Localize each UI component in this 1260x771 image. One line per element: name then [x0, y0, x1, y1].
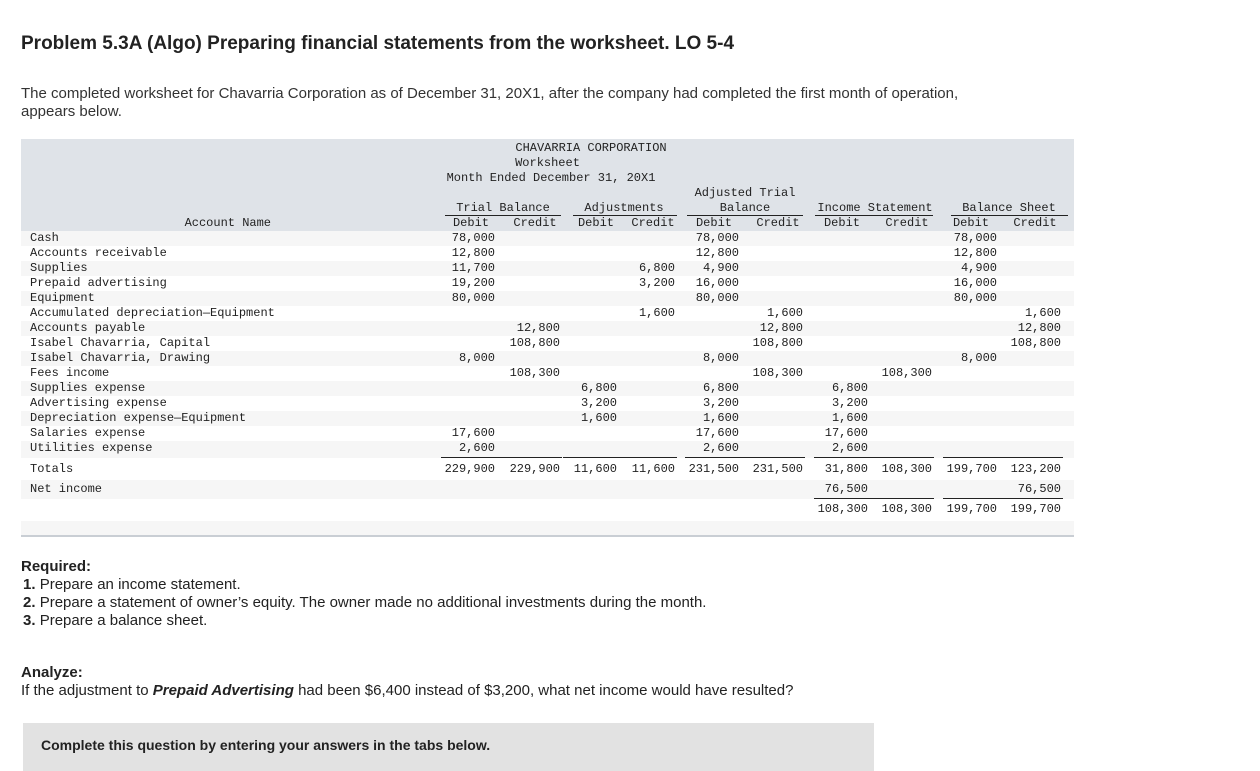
- worksheet-company: CHAVARRIA CORPORATION: [515, 141, 667, 155]
- problem-title: Problem 5.3A (Algo) Preparing financial statements from the worksheet. LO 5-4: [21, 33, 735, 54]
- total-cell-is-d: 31,800: [824, 462, 868, 476]
- col-header-adj-d: Debit: [577, 216, 614, 230]
- final-rule: [814, 498, 934, 499]
- total-cell-atb-c: 231,500: [752, 462, 803, 476]
- amount-cell-atb-d: 80,000: [695, 291, 739, 305]
- amount-cell-adj-d: 3,200: [580, 396, 617, 410]
- amount-cell-is-d: 3,200: [831, 396, 868, 410]
- final-rule: [943, 498, 1063, 499]
- total-cell-bs-d: 199,700: [946, 462, 997, 476]
- totals-label: Totals: [30, 462, 74, 476]
- group-adjustments: Adjustments: [584, 201, 664, 215]
- total-cell-adj-d: 11,600: [573, 462, 617, 476]
- net-income-label: Net income: [30, 482, 103, 496]
- account-name-cell: Equipment: [30, 291, 95, 305]
- col-header-atb-d: Debit: [695, 216, 732, 230]
- account-name-cell: Depreciation expense—Equipment: [30, 411, 247, 425]
- amount-cell-adj-c: 3,200: [638, 276, 675, 290]
- amount-cell-atb-d: 8,000: [702, 351, 739, 365]
- total-cell-atb-d: 231,500: [688, 462, 739, 476]
- net-income-is-debit: 76,500: [824, 482, 868, 496]
- totals-rule: [563, 457, 677, 458]
- account-name-cell: Isabel Chavarria, Drawing: [30, 351, 211, 365]
- amount-cell-atb-d: 17,600: [695, 426, 739, 440]
- total-cell-adj-c: 11,600: [631, 462, 675, 476]
- analyze-label: Analyze:: [21, 664, 83, 681]
- amount-cell-atb-d: 2,600: [702, 441, 739, 455]
- group-trial-balance: Trial Balance: [456, 201, 550, 215]
- account-name-cell: Isabel Chavarria, Capital: [30, 336, 211, 350]
- amount-cell-tb-d: 80,000: [451, 291, 495, 305]
- amount-cell-tb-d: 19,200: [451, 276, 495, 290]
- final-total-bs-d: 199,700: [946, 502, 997, 516]
- account-name-cell: Accumulated depreciation—Equipment: [30, 306, 275, 320]
- amount-cell-atb-d: 6,800: [702, 381, 739, 395]
- amount-cell-bs-d: 12,800: [953, 246, 997, 260]
- row-stripe: [21, 426, 1074, 441]
- col-header-bs-c: Credit: [1013, 216, 1057, 230]
- amount-cell-adj-c: 6,800: [638, 261, 675, 275]
- group-adjusted-line2: Balance: [719, 201, 771, 215]
- amount-cell-bs-d: 4,900: [960, 261, 997, 275]
- amount-cell-atb-d: 3,200: [702, 396, 739, 410]
- complete-instructions-text: Complete this question by entering your answers in the tabs below.: [41, 737, 491, 753]
- amount-cell-atb-d: 12,800: [695, 246, 739, 260]
- amount-cell-is-d: 1,600: [831, 411, 868, 425]
- col-header-atb-c: Credit: [756, 216, 800, 230]
- amount-cell-tb-d: 78,000: [451, 231, 495, 245]
- totals-rule: [685, 457, 805, 458]
- amount-cell-tb-d: 8,000: [458, 351, 495, 365]
- totals-rule: [943, 457, 1063, 458]
- amount-cell-tb-d: 11,700: [451, 261, 495, 275]
- worksheet-subtitle: Worksheet: [515, 156, 580, 170]
- final-total-bs-c: 199,700: [1010, 502, 1061, 516]
- amount-cell-tb-c: 108,300: [509, 366, 560, 380]
- total-cell-tb-c: 229,900: [509, 462, 560, 476]
- amount-cell-atb-c: 12,800: [759, 321, 803, 335]
- required-item-3: 3. Prepare a balance sheet.: [23, 612, 208, 629]
- required-item-2: 2. Prepare a statement of owner’s equity. The owner made no additional investments during the month.: [23, 594, 707, 611]
- col-header-is-d: Debit: [823, 216, 860, 230]
- amount-cell-bs-d: 16,000: [953, 276, 997, 290]
- account-name-cell: Cash: [30, 231, 59, 245]
- col-header-bs-d: Debit: [952, 216, 989, 230]
- amount-cell-tb-c: 108,800: [509, 336, 560, 350]
- account-name-header: Account Name: [184, 216, 271, 230]
- worksheet-table: [21, 139, 1074, 537]
- total-cell-is-c: 108,300: [881, 462, 932, 476]
- col-header-is-c: Credit: [885, 216, 929, 230]
- account-name-cell: Accounts receivable: [30, 246, 167, 260]
- amount-cell-tb-d: 12,800: [451, 246, 495, 260]
- group-balance-sheet: Balance Sheet: [962, 201, 1056, 215]
- worksheet-period: Month Ended December 31, 20X1: [446, 171, 656, 185]
- amount-cell-bs-d: 80,000: [953, 291, 997, 305]
- analyze-question: If the adjustment to Prepaid Advertising had been $6,400 instead of $3,200, what net income would have resulted?: [21, 682, 794, 699]
- final-total-is-c: 108,300: [881, 502, 932, 516]
- amount-cell-atb-c: 108,300: [752, 366, 803, 380]
- amount-cell-atb-c: 108,800: [752, 336, 803, 350]
- amount-cell-atb-d: 4,900: [702, 261, 739, 275]
- group-adjusted-line1: Adjusted Trial: [694, 186, 796, 200]
- complete-instructions-banner: [23, 723, 874, 771]
- analyze-section: [21, 664, 793, 700]
- amount-cell-is-c: 108,300: [881, 366, 932, 380]
- account-name-cell: Supplies: [30, 261, 88, 275]
- amount-cell-atb-d: 1,600: [702, 411, 739, 425]
- account-name-cell: Fees income: [30, 366, 110, 380]
- net-income-bs-credit: 76,500: [1017, 482, 1061, 496]
- amount-cell-adj-d: 6,800: [580, 381, 617, 395]
- account-name-cell: Salaries expense: [30, 426, 146, 440]
- amount-cell-bs-d: 8,000: [960, 351, 997, 365]
- account-name-cell: Prepaid advertising: [30, 276, 167, 290]
- amount-cell-bs-c: 12,800: [1017, 321, 1061, 335]
- amount-cell-tb-d: 17,600: [451, 426, 495, 440]
- group-income-statement: Income Statement: [817, 201, 933, 215]
- account-name-cell: Accounts payable: [30, 321, 146, 335]
- totals-rule: [441, 457, 562, 458]
- amount-cell-bs-c: 1,600: [1024, 306, 1061, 320]
- total-cell-bs-c: 123,200: [1010, 462, 1061, 476]
- col-header-tb-c: Credit: [513, 216, 557, 230]
- problem-intro: The completed worksheet for Chavarria Corporation as of December 31, 20X1, after the company had completed the first month of operation, appears below.: [21, 85, 959, 120]
- final-total-is-d: 108,300: [817, 502, 868, 516]
- totals-rule: [814, 457, 934, 458]
- amount-cell-is-d: 2,600: [831, 441, 868, 455]
- amount-cell-atb-d: 78,000: [695, 231, 739, 245]
- amount-cell-adj-c: 1,600: [638, 306, 675, 320]
- required-section: [21, 558, 706, 630]
- amount-cell-tb-c: 12,800: [516, 321, 560, 335]
- amount-cell-is-d: 6,800: [831, 381, 868, 395]
- required-item-1: 1. Prepare an income statement.: [23, 576, 241, 593]
- required-label: Required:: [21, 558, 92, 575]
- amount-cell-tb-d: 2,600: [458, 441, 495, 455]
- account-name-cell: Supplies expense: [30, 381, 146, 395]
- col-header-tb-d: Debit: [452, 216, 489, 230]
- col-header-adj-c: Credit: [631, 216, 675, 230]
- account-name-cell: Utilities expense: [30, 441, 153, 455]
- amount-cell-atb-c: 1,600: [766, 306, 803, 320]
- amount-cell-adj-d: 1,600: [580, 411, 617, 425]
- account-name-cell: Advertising expense: [30, 396, 167, 410]
- amount-cell-bs-d: 78,000: [953, 231, 997, 245]
- total-cell-tb-d: 229,900: [444, 462, 495, 476]
- amount-cell-atb-d: 16,000: [695, 276, 739, 290]
- amount-cell-is-d: 17,600: [824, 426, 868, 440]
- amount-cell-bs-c: 108,800: [1010, 336, 1061, 350]
